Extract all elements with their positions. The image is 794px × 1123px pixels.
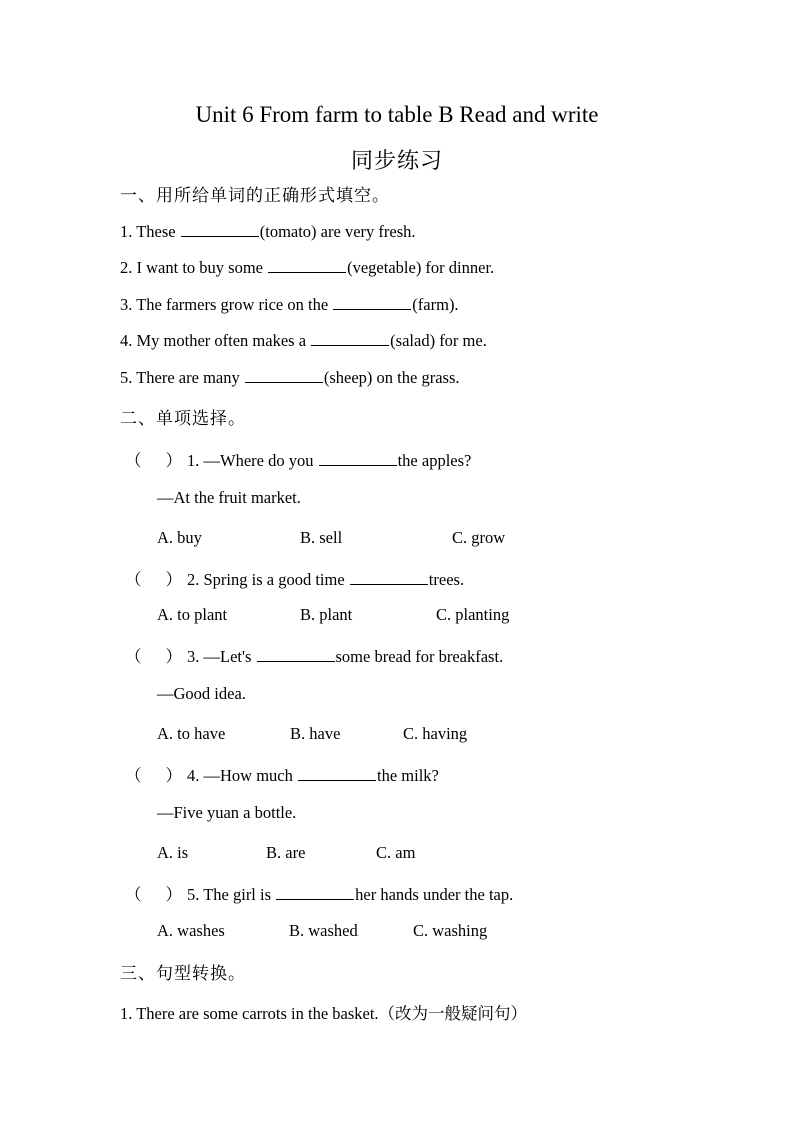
s1-item-5 — [120, 368, 460, 388]
q1-answer-line: —At the fruit market. — [157, 488, 301, 507]
s1-item-1-pre: 1. These — [120, 222, 180, 241]
open-paren: （ — [125, 766, 142, 785]
q2-blank[interactable] — [350, 570, 428, 585]
s1-item-4-pre: 4. My mother often makes a — [120, 331, 311, 350]
s1-item-2-pre: 2. I want to buy some — [120, 258, 268, 277]
s1-item-1-post: (tomato) are very fresh. — [259, 222, 416, 241]
s2-question-3 — [125, 643, 503, 667]
page-subtitle: 同步练习 — [350, 148, 443, 173]
s1-item-2-post: (vegetable) for dinner. — [347, 258, 495, 277]
close-paren: ） — [165, 570, 182, 589]
s1-item-1-blank[interactable] — [181, 222, 259, 237]
page-title: Unit 6 From farm to table B Read and write — [195, 102, 599, 127]
q1-option-a[interactable]: A. buy — [157, 528, 202, 547]
section2-heading: 二、单项选择。 — [120, 409, 246, 428]
s1-item-4 — [120, 331, 487, 351]
q3-option-b[interactable]: B. have — [290, 724, 341, 743]
s1-item-5-pre: 5. There are many — [120, 368, 244, 387]
q5-option-b[interactable]: B. washed — [289, 921, 358, 940]
s2-question-1 — [125, 447, 471, 471]
s1-item-1 — [120, 222, 416, 242]
q5-post: her hands under the tap. — [355, 885, 514, 904]
open-paren: （ — [125, 647, 142, 666]
q1-option-b[interactable]: B. sell — [300, 528, 343, 547]
q3-pre: 3. —Let's — [187, 647, 256, 666]
q4-answer-line: —Five yuan a bottle. — [157, 803, 297, 822]
s1-item-5-blank[interactable] — [245, 368, 323, 383]
q3-option-c[interactable]: C. having — [403, 724, 468, 743]
q2-post: trees. — [428, 570, 465, 589]
q4-pre: 4. —How much — [187, 766, 297, 785]
s2-question-2 — [125, 566, 464, 590]
q4-post: the milk? — [377, 766, 439, 785]
s1-item-3-pre: 3. The farmers grow rice on the — [120, 295, 333, 314]
q2-option-a[interactable]: A. to plant — [157, 605, 228, 624]
section1-heading: 一、用所给单词的正确形式填空。 — [120, 186, 390, 205]
q5-blank[interactable] — [276, 885, 354, 900]
close-paren: ） — [165, 451, 182, 470]
answer-bracket-5[interactable] — [125, 881, 187, 905]
q4-option-c[interactable]: C. am — [376, 843, 416, 862]
q3-answer-line: —Good idea. — [157, 684, 246, 703]
close-paren: ） — [165, 766, 182, 785]
s1-item-3 — [120, 295, 459, 315]
s3-item-1: 1. There are some carrots in the basket.（改为一般疑问句） — [120, 1004, 528, 1023]
q4-option-b[interactable]: B. are — [266, 843, 306, 862]
close-paren: ） — [165, 647, 182, 666]
q4-blank[interactable] — [298, 766, 376, 781]
s1-item-2-blank[interactable] — [268, 258, 346, 273]
s1-item-4-post: (salad) for me. — [390, 331, 487, 350]
answer-bracket-1[interactable] — [125, 447, 187, 471]
q5-pre: 5. The girl is — [187, 885, 276, 904]
q2-option-b[interactable]: B. plant — [300, 605, 353, 624]
q5-option-a[interactable]: A. washes — [157, 921, 225, 940]
s2-question-5 — [125, 881, 513, 905]
s1-item-3-blank[interactable] — [333, 295, 411, 310]
section3-heading: 三、句型转换。 — [120, 964, 246, 983]
q4-option-a[interactable]: A. is — [157, 843, 189, 862]
q3-option-a[interactable]: A. to have — [157, 724, 226, 743]
s1-item-2 — [120, 258, 494, 278]
s1-item-4-blank[interactable] — [311, 331, 389, 346]
answer-bracket-2[interactable] — [125, 566, 187, 590]
s2-question-4 — [125, 762, 439, 786]
q3-blank[interactable] — [257, 647, 335, 662]
q3-post: some bread for breakfast. — [335, 647, 504, 666]
q1-pre: 1. —Where do you — [187, 451, 318, 470]
open-paren: （ — [125, 451, 142, 470]
q2-pre: 2. Spring is a good time — [187, 570, 349, 589]
answer-bracket-4[interactable] — [125, 762, 187, 786]
s1-item-5-post: (sheep) on the grass. — [323, 368, 460, 387]
close-paren: ） — [165, 885, 182, 904]
open-paren: （ — [125, 885, 142, 904]
q5-option-c[interactable]: C. washing — [413, 921, 488, 940]
q1-option-c[interactable]: C. grow — [452, 528, 506, 547]
q1-blank[interactable] — [319, 451, 397, 466]
q2-option-c[interactable]: C. planting — [436, 605, 510, 624]
s1-item-3-post: (farm). — [412, 295, 459, 314]
q1-post: the apples? — [397, 451, 472, 470]
answer-bracket-3[interactable] — [125, 643, 187, 667]
open-paren: （ — [125, 570, 142, 589]
